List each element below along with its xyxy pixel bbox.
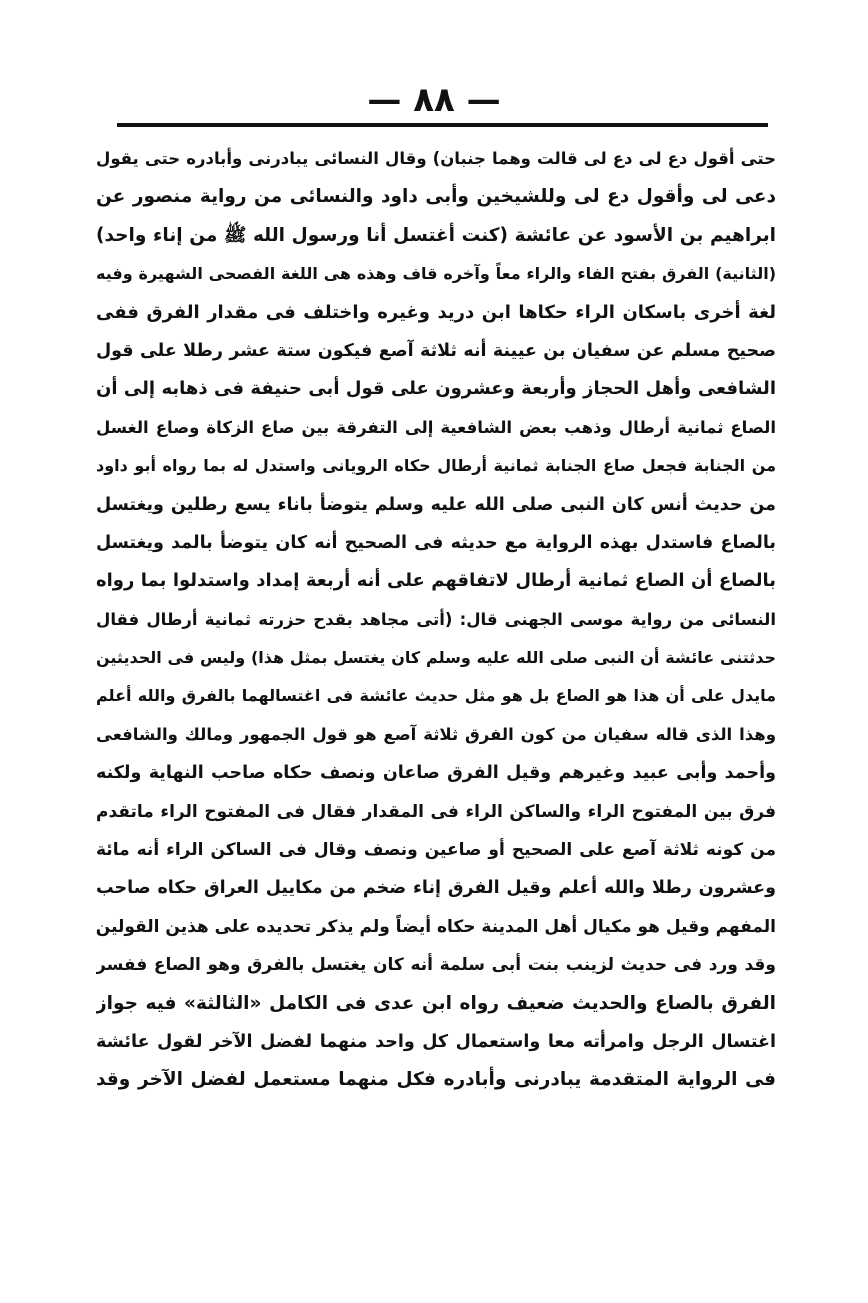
text-line: (الثانية) الفرق بفتح الفاء والراء معاً وآخره قاف وهذه هى اللغة الفصحى الشهيرة وفيه bbox=[96, 264, 776, 284]
text-line: الصاع ثمانية أرطال وذهب بعض الشافعية إلى التفرقة بين صاع الزكاة وصاع الغسل bbox=[96, 417, 776, 437]
text-line: اغتسال الرجل وامرأته معا واستعمال كل واحد منهما لفضل الآخر لقول عائشة bbox=[96, 1031, 776, 1052]
text-line: فرق بين المفتوح الراء والساكن الراء فى المقدار فقال فى المفتوح الراء ماتقدم bbox=[96, 801, 776, 822]
text-line: لغة أخرى باسكان الراء حكاها ابن دريد وغيره واختلف فى مقدار الفرق ففى bbox=[96, 301, 776, 323]
text-line: الفرق بالصاع والحديث ضعيف رواه ابن عدى فى الكامل «الثالثة» فيه جواز bbox=[96, 992, 776, 1014]
text-line: من كونه ثلاثة آصع على الصحيح أو صاعين ونصف وقال فى الساكن الراء أنه مائة bbox=[96, 840, 776, 861]
text-line: صحيح مسلم عن سفيان بن عيينة أنه ثلاثة آصع فيكون ستة عشر رطلا على قول bbox=[96, 340, 776, 361]
text-line: بالصاع فاستدل بهذه الرواية مع حديثه فى الصحيح أنه كان يتوضأ بالمد ويغتسل bbox=[96, 532, 776, 553]
page-number: — ٨٨ — bbox=[367, 80, 501, 120]
text-line: النسائى من رواية موسى الجهنى قال: (أتى مجاهد بقدح حزرته ثمانية أرطال فقال bbox=[96, 609, 776, 629]
text-line: حدثتنى عائشة أن النبى صلى الله عليه وسلم كان يغتسل بمثل هذا) وليس فى الحديثين bbox=[96, 648, 776, 668]
text-line: وأحمد وأبى عبيد وغيرهم وقيل الفرق صاعان ونصف حكاه صاحب النهاية ولكنه bbox=[96, 763, 776, 784]
text-line: حتى أقول دع لى دع لى قالت وهما جنبان) وقال النسائى يبادرنى وأبادره حتى يقول bbox=[96, 149, 776, 168]
text-line: وهذا الذى قاله سفيان من كون الفرق ثلاثة آصع هو قول الجمهور ومالك والشافعى bbox=[96, 724, 776, 744]
text-line: بالصاع أن الصاع ثمانية أرطال لاتفاقهم على أنه أربعة إمداد واستدلوا بما رواه bbox=[96, 570, 776, 592]
text-line: من حديث أنس كان النبى صلى الله عليه وسلم يتوضأ باناء يسع رطلين ويغتسل bbox=[96, 494, 776, 515]
text-line: المفهم وقيل هو مكيال أهل المدينة حكاه أيضاً ولم يذكر تحديده على هذين القولين bbox=[96, 916, 776, 937]
text-line: من الجنابة فجعل صاع الجنابة ثمانية أرطال حكاه الرويانى واستدل له بما رواه أبو داود bbox=[96, 456, 776, 476]
text-line: ابراهيم بن الأسود عن عائشة (كنت أغتسل أنا ورسول الله ﷺ من إناء واحد) bbox=[96, 224, 776, 246]
header-rule bbox=[117, 123, 768, 127]
text-line: الشافعى وأهل الحجاز وأربعة وعشرون على قول أبى حنيفة فى ذهابه إلى أن bbox=[96, 378, 776, 400]
text-line: فى الرواية المتقدمة يبادرنى وأبادره فكل منهما مستعمل لفضل الآخر وقد bbox=[96, 1069, 776, 1091]
text-line: وقد ورد فى حديث لزينب بنت أبى سلمة أنه كان يغتسل بالفرق وهو الصاع ففسر bbox=[96, 955, 776, 976]
text-line: دعى لى وأقول دع لى وللشيخين وأبى داود والنسائى من رواية منصور عن bbox=[96, 186, 776, 208]
text-line: مايدل على أن هذا هو الصاع بل هو مثل حديث عائشة فى اغتسالهما بالفرق والله أعلم bbox=[96, 686, 776, 706]
body-text bbox=[96, 140, 776, 1100]
text-line: وعشرون رطلا والله أعلم وقيل الفرق إناء ضخم من مكاييل العراق حكاه صاحب bbox=[96, 878, 776, 899]
